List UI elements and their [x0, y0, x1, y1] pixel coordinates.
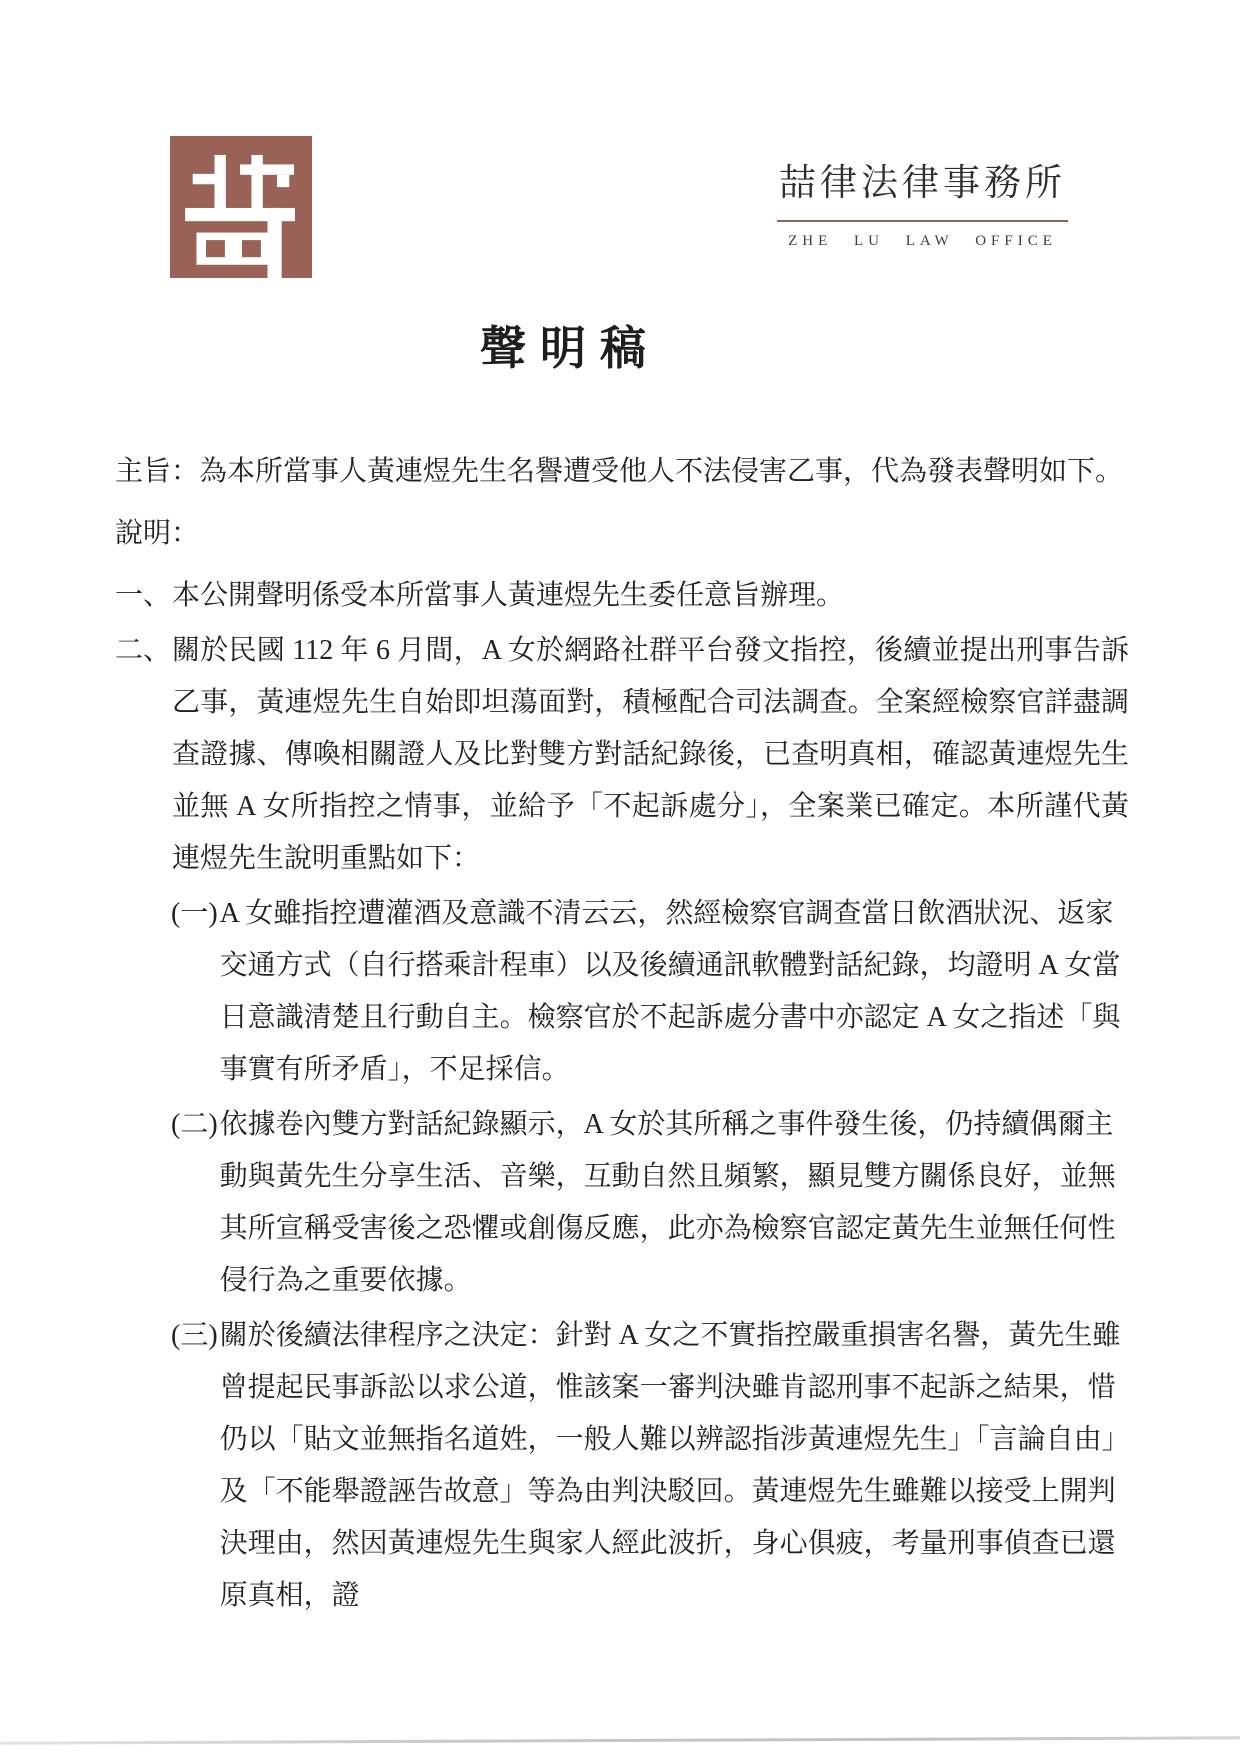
firm-name-chinese: 喆律法律事務所: [779, 163, 1066, 204]
item-1-text: 本公開聲明係受本所當事人黃連煜先生委任意旨辦理。: [172, 580, 845, 611]
statement-item-2: [115, 625, 1129, 885]
document-body: [115, 446, 1129, 1625]
statement-subitem-3: [115, 1310, 1129, 1622]
firm-name-english: ZHE LU LAW OFFICE: [788, 233, 1057, 249]
law-firm-seal-logo-icon: [170, 133, 312, 281]
subitem-3-text: 關於後續法律程序之決定：針對 A 女之不實指控嚴重損害名譽，黃先生雖曾提起民事訴訟以求公道，惟該案一審判決雖肯認刑事不起訴之結果，惜仍以「貼文並無指名道姓，一般人難以辨認指涉黃連煜先生」「言論自由」及「不能舉證誣告故意」等為由判決駁回。黃連煜先生雖難以接受上開判決理由，然因黃連煜先生與家人經此波折，身心俱疲，考量刑事偵查已還原真相，證: [219, 1320, 1121, 1611]
header-divider: [777, 220, 1068, 222]
subitem-2-label: (二): [171, 1109, 218, 1140]
item-2-text: 關於民國 112 年 6 月間，A 女於網路社群平台發文指控，後續並提出刑事告訴乙事，黃連煜先生自始即坦蕩面對，積極配合司法調查。全案經檢察官詳盡調查證據、傳喚相關證人及比對雙方對話紀錄後，已查明真相，確認黃連煜先生並無 A 女所指控之情事，並給予「不起訴處分」，全案業已確定。本所謹代黃連煜先生說明重點如下：: [172, 635, 1129, 874]
page-edge-shadow: [0, 1736, 1240, 1744]
item-2-label: 二、: [115, 635, 172, 666]
subitem-1-label: (一): [171, 898, 218, 929]
document-title: 聲明稿: [480, 323, 660, 374]
item-1-label: 一、: [115, 580, 172, 611]
subject-line: 主旨：為本所當事人黃連煜先生名譽遭受他人不法侵害乙事，代為發表聲明如下。: [115, 456, 1124, 487]
statement-item-1: [115, 570, 1129, 622]
subitem-2-text: 依據卷內雙方對話紀錄顯示，A 女於其所稱之事件發生後，仍持續偶爾主動與黃先生分享生活、音樂，互動自然且頻繁，顯見雙方關係良好，並無其所宣稱受害後之恐懼或創傷反應，此亦為檢察官認定黃先生並無任何性侵行為之重要依據。: [219, 1109, 1116, 1296]
statement-subitem-1: [115, 888, 1129, 1096]
explanation-label: 說明：: [115, 518, 200, 549]
firm-name-block: [775, 152, 1070, 250]
subitem-1-text: A 女雖指控遭灌酒及意識不清云云，然經檢察官調查當日飲酒狀況、返家交通方式（自行搭乘計程車）以及後續通訊軟體對話紀錄，均證明 A 女當日意識清楚且行動自主。檢察官於不起訴處分書中亦認定 A 女之指述「與事實有所矛盾」，不足採信。: [219, 898, 1121, 1085]
subitem-3-label: (三): [171, 1320, 218, 1351]
statement-subitem-2: [115, 1099, 1129, 1307]
